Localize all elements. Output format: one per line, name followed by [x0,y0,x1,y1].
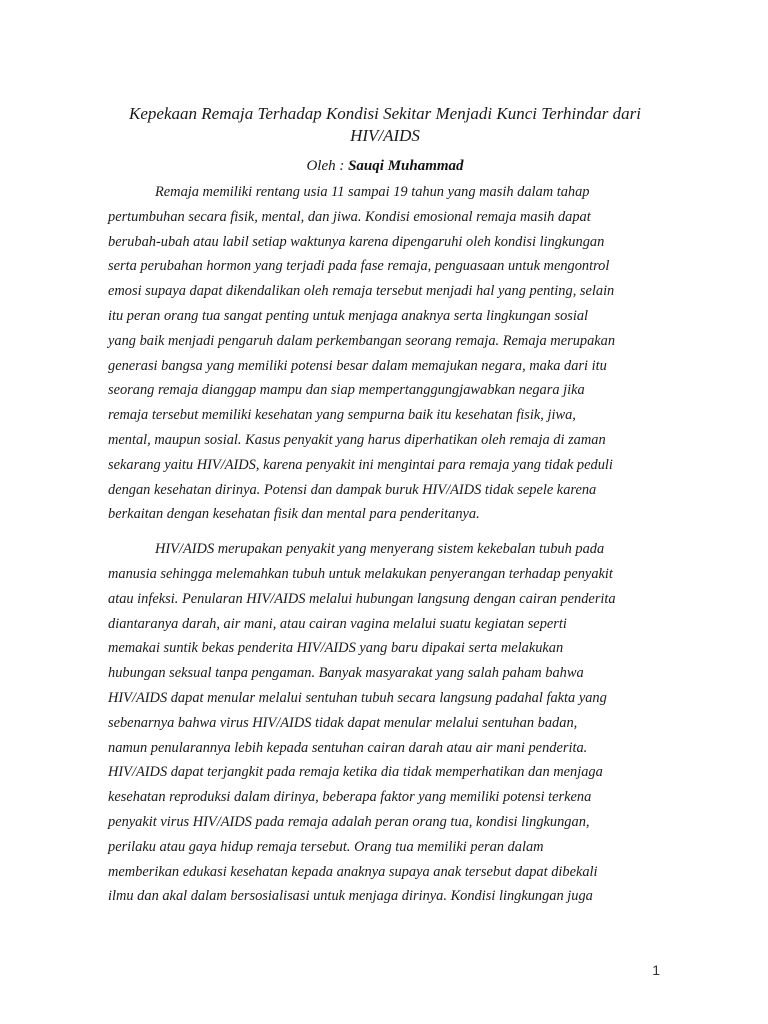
paragraph-line: manusia sehingga melemahkan tubuh untuk melakukan penyerangan terhadap penyakit [108,565,613,582]
author-name: Sauqi Muhammad [348,158,464,174]
paragraph-2 [108,537,664,909]
byline [95,156,675,176]
paragraph-line: penyakit virus HIV/AIDS pada remaja adalah peran orang tua, kondisi lingkungan, [108,813,590,830]
paragraph-line: generasi bangsa yang memiliki potensi besar dalam memajukan negara, maka dari itu [108,357,607,374]
paragraph-line: itu peran orang tua sangat penting untuk menjaga anaknya serta lingkungan sosial [108,307,589,324]
paragraph-line: HIV/AIDS dapat terjangkit pada remaja ketika dia tidak memperhatikan dan menjaga [108,764,603,781]
paragraph-line: mental, maupun sosial. Kasus penyakit yang harus diperhatikan oleh remaja di zaman [108,431,606,448]
title-line-1: Kepekaan Remaja Terhadap Kondisi Sekitar Menjadi Kunci Terhindar dari [129,104,641,123]
paragraph-line: memakai suntik bekas penderita HIV/AIDS yang baru dipakai serta melakukan [108,640,564,657]
paragraph-line: serta perubahan hormon yang terjadi pada fase remaja, penguasaan untuk mengontrol [108,258,610,275]
byline-prefix: Oleh : [306,158,349,174]
paragraph-line: pertumbuhan secara fisik, mental, dan jiwa. Kondisi emosional remaja masih dapat [108,208,591,225]
body-text [108,180,664,909]
paragraph-line: sekarang yaitu HIV/AIDS, karena penyakit ini mengintai para remaja yang tidak peduli [108,456,613,473]
paragraph-line: kesehatan reproduksi dalam dirinya, beberapa faktor yang memiliki potensi terkena [108,789,592,806]
paragraph-line: hubungan seksual tanpa pengaman. Banyak masyarakat yang salah paham bahwa [108,665,584,682]
paragraph-line: dengan kesehatan dirinya. Potensi dan dampak buruk HIV/AIDS tidak sepele karena [108,481,597,498]
paragraph-line: namun penularannya lebih kepada sentuhan cairan darah atau air mani penderita. [108,739,588,756]
paragraph-line: yang baik menjadi pengaruh dalam perkembangan seorang remaja. Remaja merupakan [108,332,616,349]
paragraph-line: ilmu dan akal dalam bersosialisasi untuk menjaga dirinya. Kondisi lingkungan juga [108,888,593,905]
paragraph-line: atau infeksi. Penularan HIV/AIDS melalui hubungan langsung dengan cairan penderita [108,590,616,607]
paragraph-line: remaja tersebut memiliki kesehatan yang sempurna baik itu kesehatan fisik, jiwa, [108,407,576,424]
paragraph-line: HIV/AIDS merupakan penyakit yang menyerang sistem kekebalan tubuh pada [155,541,605,558]
paragraph-line: berubah-ubah atau labil setiap waktunya karena dipengaruhi oleh kondisi lingkungan [108,233,605,250]
document-title [95,103,675,147]
paragraph-1 [108,180,664,527]
paragraph-line: diantaranya darah, air mani, atau cairan vagina melalui suatu kegiatan seperti [108,615,567,632]
paragraph-line: Remaja memiliki rentang usia 11 sampai 19 tahun yang masih dalam tahap [155,184,590,200]
paragraph-line: berkaitan dengan kesehatan fisik dan mental para penderitanya. [108,506,480,523]
paragraph-line: HIV/AIDS dapat menular melalui sentuhan tubuh secara langsung padahal fakta yang [108,689,607,706]
title-line-2: HIV/AIDS [350,126,420,145]
paragraph-line: sebenarnya bahwa virus HIV/AIDS tidak dapat menular melalui sentuhan badan, [108,714,578,731]
paragraph-line: seorang remaja dianggap mampu dan siap mempertanggungjawabkan negara jika [108,382,585,399]
paragraph-line: perilaku atau gaya hidup remaja tersebut. Orang tua memiliki peran dalam [108,838,544,855]
paragraph-line: memberikan edukasi kesehatan kepada anaknya supaya anak tersebut dapat dibekali [108,863,598,880]
paragraph-line: emosi supaya dapat dikendalikan oleh remaja tersebut menjadi hal yang penting, selain [108,283,615,300]
page-number: 1 [652,962,660,978]
